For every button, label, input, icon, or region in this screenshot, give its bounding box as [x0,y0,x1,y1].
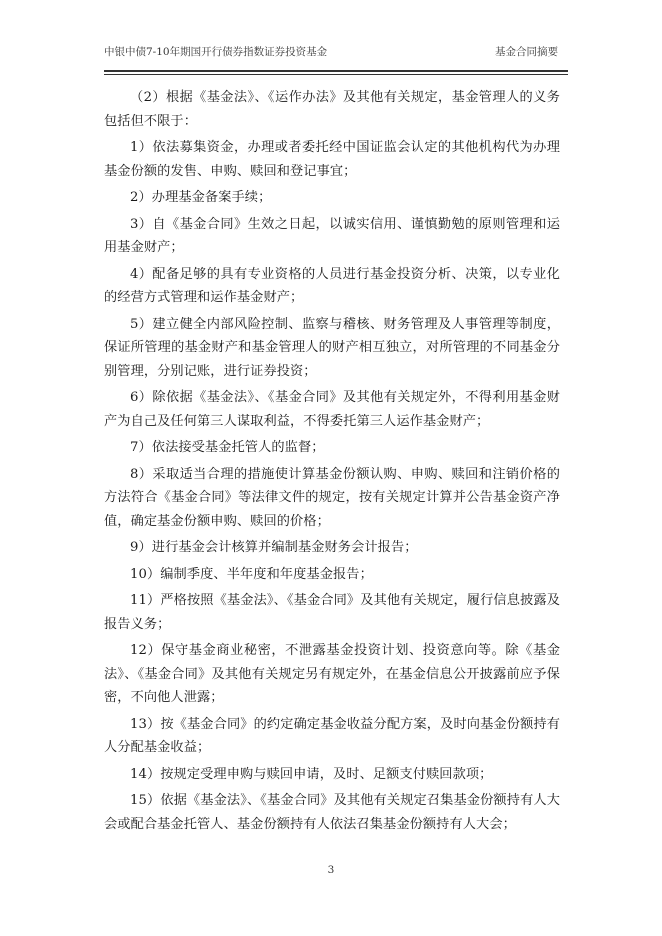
paragraph-item-4: 4）配备足够的具有专业资格的人员进行基金投资分析、决策，以专业化的经营方式管理和运作基金财产； [104,266,560,305]
paragraph-item-10: 10）编制季度、半年度和年度基金报告； [130,566,373,582]
header-fund-name: 中银中债7-10年期国开行债券指数证券投资基金 [104,46,328,58]
paragraph-item-8: 8）采取适当合理的措施使计算基金份额认购、申购、赎回和注销价格的方法符合《基金合同》等法律文件的规定，按有关规定计算并公告基金资产净值，确定基金份额申购、赎回的价格； [104,466,560,529]
paragraph-item-3: 3）自《基金合同》生效之日起，以诚实信用、谨慎勤勉的原则管理和运用基金财产； [104,216,560,255]
document-body [104,86,560,839]
paragraph-item-6: 6）除依据《基金法》、《基金合同》及其他有关规定外，不得利用基金财产为自己及任何第三人谋取利益，不得委托第三人运作基金财产； [104,390,560,429]
paragraph-item-9: 9）进行基金会计核算并编制基金财务会计报告； [130,540,418,555]
paragraph-item-14: 14）按规定受理申购与赎回申请，及时、足额支付赎回款项； [130,766,493,782]
paragraph-item-7: 7）依法接受基金托管人的监督； [130,440,325,455]
paragraph-item-2: 2）办理基金备案手续； [130,190,272,205]
header-rule-thin [104,74,568,75]
page-number: 3 [327,864,335,876]
paragraph-item-11: 11）严格按照《基金法》、《基金合同》及其他有关规定，履行信息披露及报告义务； [104,593,560,632]
paragraph-item-1: 1）依法募集资金，办理或者委托经中国证监会认定的其他机构代为办理基金份额的发售、申购、赎回和登记事宜； [104,140,560,179]
paragraph-item-13: 13）按《基金合同》的约定确定基金收益分配方案，及时向基金份额持有人分配基金收益； [104,716,560,755]
paragraph-item-12: 12）保守基金商业秘密，不泄露基金投资计划、投资意向等。除《基金法》、《基金合同》及其他有关规定另有规定外，在基金信息公开披露前应予保密，不向他人泄露； [104,643,560,705]
header-section-title: 基金合同摘要 [495,46,558,58]
paragraph-item-5: 5）建立健全内部风险控制、监察与稽核、财务管理及人事管理等制度，保证所管理的基金财产和基金管理人的财产相互独立，对所管理的不同基金分别管理，分别记账，进行证券投资； [104,316,560,379]
header-rule-thick [104,70,568,72]
page-header [104,44,558,66]
paragraph-item-15: 15）依据《基金法》、《基金合同》及其他有关规定召集基金份额持有人大会或配合基金托管人、基金份额持有人依法召集基金份额持有人大会； [104,793,560,832]
paragraph-intro: （2）根据《基金法》、《运作办法》及其他有关规定，基金管理人的义务包括但不限于： [104,90,560,129]
